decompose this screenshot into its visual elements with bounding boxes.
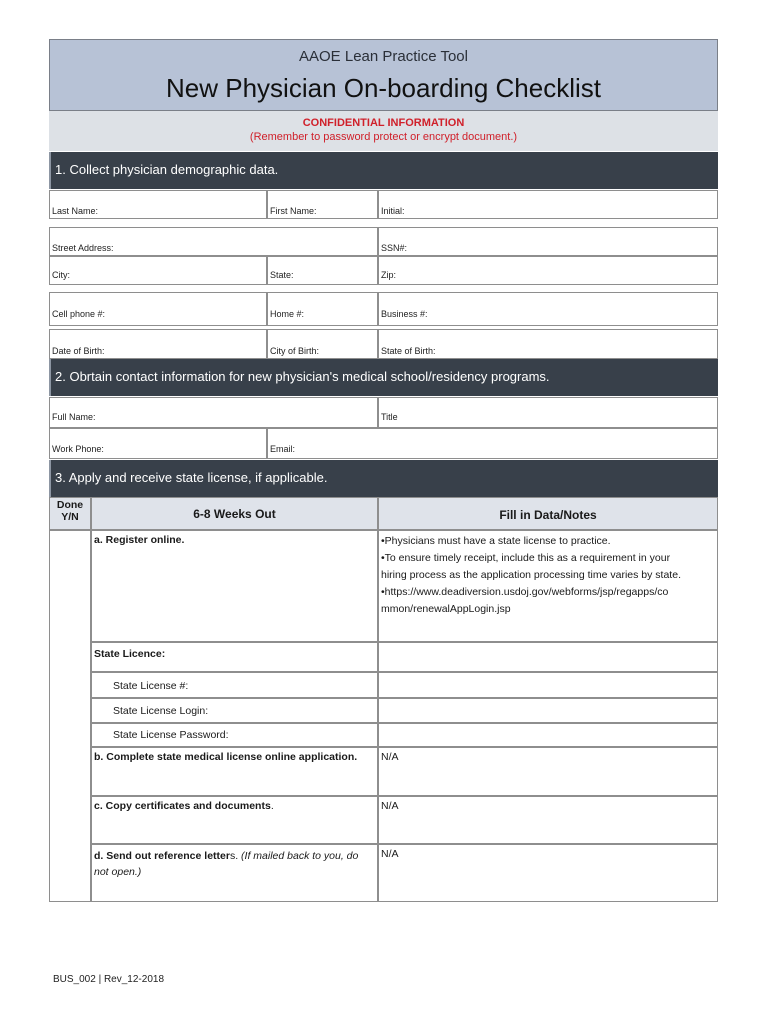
task-d-suffix: s. <box>229 850 242 862</box>
cell-phone-field[interactable] <box>49 292 267 326</box>
header-banner <box>49 39 718 111</box>
state-license-login-field[interactable] <box>378 698 718 723</box>
state-license-number-label: State License #: <box>113 680 189 692</box>
email-field[interactable] <box>267 428 718 459</box>
task-a-note-line-1: •Physicians must have a state license to practice. <box>381 535 611 547</box>
task-send-references <box>91 844 378 902</box>
state-license-password-field[interactable] <box>378 723 718 747</box>
task-d-italic-note: (If mailed back to you, do not open.) <box>94 850 359 878</box>
state-license-number-row <box>91 672 378 698</box>
task-complete-application <box>91 747 378 796</box>
work-phone-field[interactable] <box>49 428 267 459</box>
footer-revision: BUS_002 | Rev_12-2018 <box>53 974 165 985</box>
state-license-password-label: State License Password: <box>113 729 229 741</box>
task-a-note-line-2: •To ensure timely receipt, include this as a requirement in your <box>381 552 671 564</box>
task-b-notes[interactable] <box>378 747 718 796</box>
email-label: Email: <box>270 444 296 454</box>
last-name-label: Last Name: <box>52 206 99 216</box>
state-of-birth-field[interactable] <box>378 329 718 359</box>
confidential-banner <box>49 111 718 151</box>
section-1-header: 1. Collect physician demographic data. <box>49 152 718 189</box>
program-full-name-field[interactable] <box>49 397 378 428</box>
street-address-field[interactable] <box>49 227 378 256</box>
city-of-birth-label: City of Birth: <box>270 346 320 356</box>
task-a-notes[interactable] <box>378 530 718 642</box>
home-phone-label: Home #: <box>270 309 305 319</box>
task-copy-certificates <box>91 796 378 844</box>
state-licence-label: State Licence: <box>94 648 166 660</box>
work-phone-label: Work Phone: <box>52 444 104 454</box>
full-name-label: Full Name: <box>52 412 96 422</box>
header-subtitle: AAOE Lean Practice Tool <box>299 48 468 65</box>
task-d-note: N/A <box>381 848 399 860</box>
zip-field[interactable] <box>378 256 718 285</box>
state-license-login-row <box>91 698 378 723</box>
state-license-login-label: State License Login: <box>113 705 209 717</box>
task-b-label: b. Complete state medical license online application. <box>94 751 358 763</box>
task-c-suffix: . <box>270 800 274 812</box>
date-of-birth-label: Date of Birth: <box>52 346 105 356</box>
task-d-label: d. Send out reference letter <box>94 850 230 862</box>
state-label: State: <box>270 270 294 280</box>
title-label: Title <box>381 412 398 422</box>
program-title-field[interactable] <box>378 397 718 428</box>
initial-field[interactable] <box>378 190 718 219</box>
city-field[interactable] <box>49 256 267 285</box>
city-label: City: <box>52 270 70 280</box>
state-of-birth-label: State of Birth: <box>381 346 436 356</box>
date-of-birth-field[interactable] <box>49 329 267 359</box>
task-c-note: N/A <box>381 800 399 812</box>
task-a-note-line-5: mmon/renewalAppLogin.jsp <box>381 603 511 615</box>
first-name-field[interactable] <box>267 190 378 219</box>
weeks-out-column-header: 6-8 Weeks Out <box>91 497 378 530</box>
task-d-text <box>94 848 372 880</box>
last-name-field[interactable] <box>49 190 267 219</box>
task-a-note-line-4: •https://www.deadiversion.usdoj.gov/webforms/jsp/regapps/co <box>381 586 669 598</box>
notes-column-header: Fill in Data/Notes <box>378 497 718 530</box>
task-a-note-line-3: hiring process as the application processing time varies by state. <box>381 569 681 581</box>
done-checkbox-column[interactable] <box>49 530 91 902</box>
task-c-text <box>94 800 274 812</box>
task-c-label: c. Copy certificates and documents <box>94 800 271 812</box>
task-register-online <box>91 530 378 642</box>
cell-phone-label: Cell phone #: <box>52 309 106 319</box>
state-field[interactable] <box>267 256 378 285</box>
city-of-birth-field[interactable] <box>267 329 378 359</box>
task-c-notes[interactable] <box>378 796 718 844</box>
zip-label: Zip: <box>381 270 397 280</box>
state-license-password-row <box>91 723 378 747</box>
first-name-label: First Name: <box>270 206 317 216</box>
confidential-title: CONFIDENTIAL INFORMATION <box>302 117 465 129</box>
task-d-notes[interactable] <box>378 844 718 902</box>
task-b-note: N/A <box>381 751 399 763</box>
initial-label: Initial: <box>381 206 405 216</box>
page-title: New Physician On-boarding Checklist <box>166 73 601 103</box>
state-license-number-field[interactable] <box>378 672 718 698</box>
section-3-header: 3. Apply and receive state license, if applicable. <box>49 460 718 497</box>
section-2-header: 2. Obrtain contact information for new physician's medical school/residency programs. <box>49 359 718 396</box>
checklist-form <box>49 39 718 902</box>
ssn-label: SSN#: <box>381 243 408 253</box>
business-phone-label: Business #: <box>381 309 428 319</box>
home-phone-field[interactable] <box>267 292 378 326</box>
task-a-label: a. Register online. <box>94 534 185 546</box>
state-licence-notes[interactable] <box>378 642 718 672</box>
state-licence-header <box>91 642 378 672</box>
ssn-field[interactable] <box>378 227 718 256</box>
street-address-label: Street Address: <box>52 243 114 253</box>
done-column-header: Done Y/N <box>49 497 91 530</box>
business-phone-field[interactable] <box>378 292 718 326</box>
confidential-note: (Remember to password protect or encrypt document.) <box>249 131 518 143</box>
